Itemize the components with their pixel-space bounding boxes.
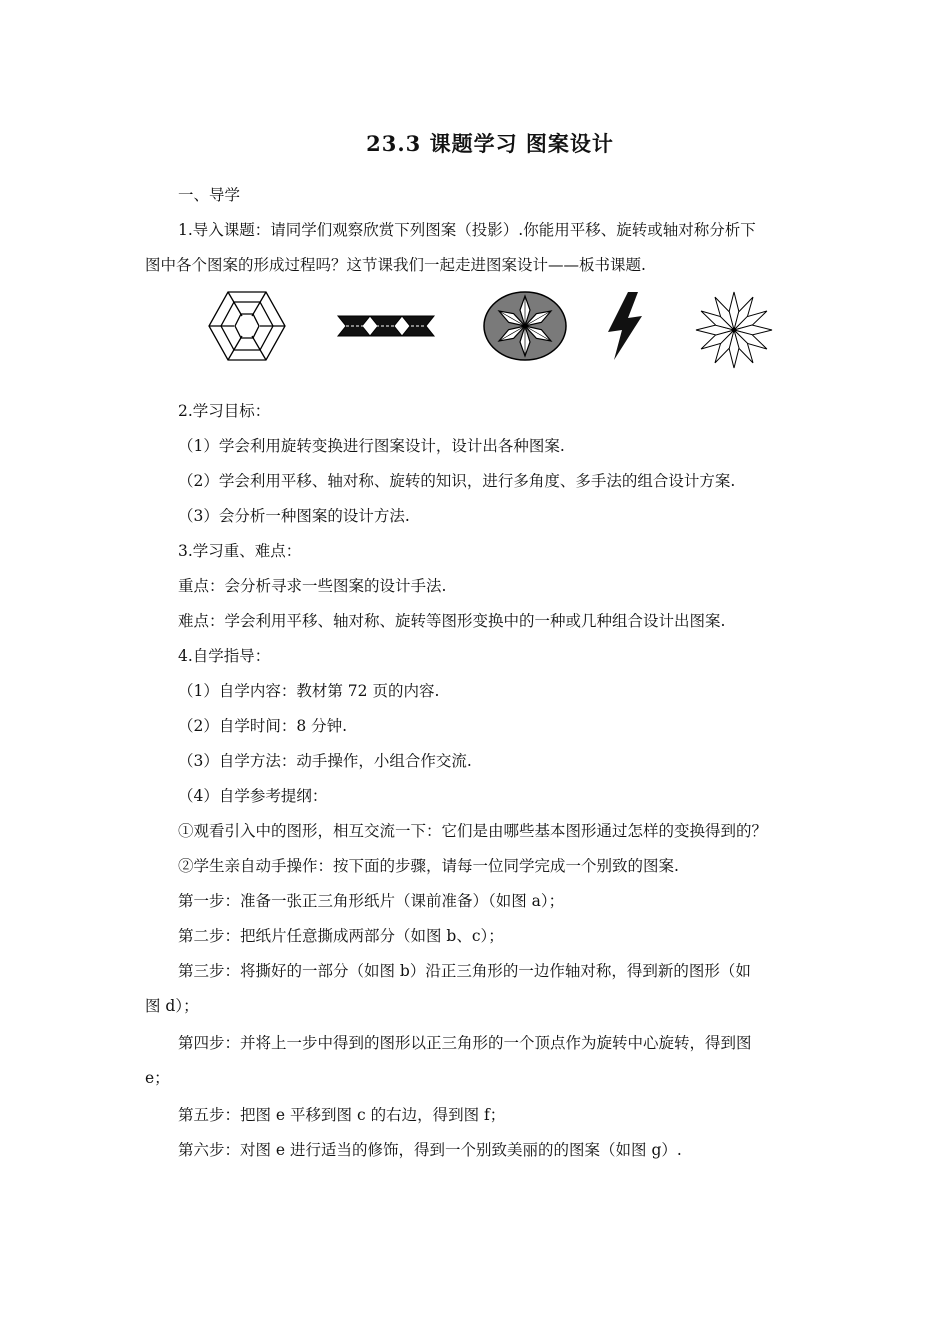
- step-item: 第三步：将撕好的一部分（如图 b）沿正三角形的一边作轴对称，得到新的图形（如: [178, 962, 751, 980]
- step-item: 第一步：准备一张正三角形纸片（课前准备）（如图 a）；: [178, 892, 565, 910]
- step-item: 第四步：并将上一步中得到的图形以正三角形的一个顶点作为旋转中心旋转，得到图: [178, 1034, 752, 1052]
- paragraph: 1.导入课题：请同学们观察欣赏下列图案（投影）.你能用平移、旋转或轴对称分析下: [178, 221, 756, 239]
- oval-star-icon: [482, 290, 568, 362]
- twelve-petal-flower-icon: [694, 290, 774, 370]
- step-item-continuation: 图 d）；: [145, 997, 199, 1015]
- paragraph: ①观看引入中的图形，相互交流一下：它们是由哪些基本图形通过怎样的变换得到的？: [178, 822, 768, 840]
- section-heading: 一、导学: [178, 186, 241, 204]
- list-item: （2）自学时间：8 分钟.: [178, 717, 348, 735]
- lightning-bolt-icon: [604, 290, 646, 362]
- section-heading: 4.自学指导：: [178, 647, 271, 665]
- list-item: （2）学会利用平移、轴对称、旋转的知识，进行多角度、多手法的组合设计方案.: [178, 472, 736, 490]
- step-item: 第五步：把图 e 平移到图 c 的右边，得到图 f；: [178, 1106, 506, 1124]
- section-heading: 3.学习重、难点：: [178, 542, 302, 560]
- page-title: 23.3 课题学习 图案设计: [366, 131, 614, 156]
- section-heading: 2.学习目标：: [178, 402, 271, 420]
- list-item: （3）会分析一种图案的设计方法.: [178, 507, 410, 525]
- list-item: （4）自学参考提纲：: [178, 787, 328, 805]
- list-item: （1）学会利用旋转变换进行图案设计，设计出各种图案.: [178, 437, 565, 455]
- paragraph: 图中各个图案的形成过程吗？这节课我们一起走进图案设计——板书课题.: [145, 256, 646, 274]
- step-item-continuation: e；: [145, 1069, 170, 1087]
- list-item: （1）自学内容：教材第 72 页的内容.: [178, 682, 440, 700]
- bowtie-chain-icon: [336, 290, 436, 362]
- list-item: （3）自学方法：动手操作，小组合作交流.: [178, 752, 472, 770]
- figure-row: [200, 290, 790, 362]
- step-item: 第二步：把纸片任意撕成两部分（如图 b、c）；: [178, 927, 504, 945]
- paragraph: 难点：学会利用平移、轴对称、旋转等图形变换中的一种或几种组合设计出图案.: [178, 612, 726, 630]
- paragraph: ②学生亲自动手操作：按下面的步骤，请每一位同学完成一个别致的图案.: [178, 857, 679, 875]
- hexagon-pinwheel-icon: [208, 290, 286, 362]
- step-item: 第六步：对图 e 进行适当的修饰，得到一个别致美丽的的图案（如图 g）.: [178, 1141, 682, 1159]
- paragraph: 重点：会分析寻求一些图案的设计手法.: [178, 577, 447, 595]
